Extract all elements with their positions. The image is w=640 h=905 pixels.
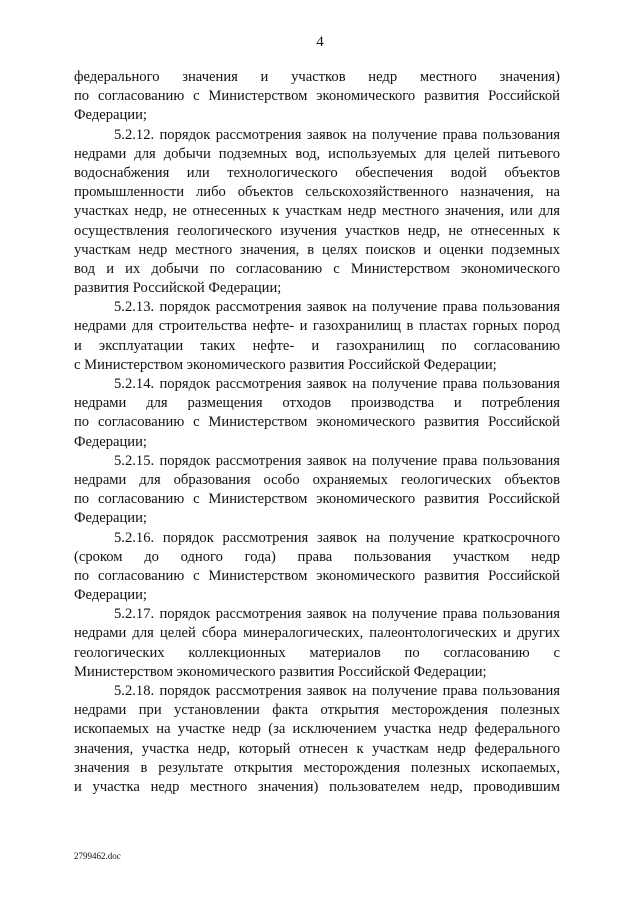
text-line: развития Российской Федерации; [74,280,282,297]
text-line: 5.2.13. порядок рассмотрения заявок на получение права пользования [114,299,560,316]
text-line: с Министерством экономического развития Российской Федерации; [74,356,497,373]
text-line: Федерации; [74,510,147,527]
text-line: недрами для добычи подземных вод, используемых для целей питьевого [74,145,560,162]
text-line: и эксплуатации таких нефте- и газохранилищ по согласованию [74,337,560,354]
text-line: вод и их добычи по согласованию с Министерством экономического [74,260,560,277]
document-footer-filename: 2799462.doc [74,851,121,861]
text-line: по согласованию с Министерством экономического развития Российской [74,88,560,105]
text-line: значения в результате открытия месторождения полезных ископаемых, [74,759,560,776]
text-line: участках недр, не отнесенных к участкам недр местного значения, или для [74,203,560,220]
text-line: недрами при установлении факта открытия месторождения полезных [74,702,560,719]
paragraph [74,298,560,375]
text-line: 5.2.12. порядок рассмотрения заявок на получение права пользования [114,126,560,143]
paragraph [74,126,560,299]
text-line: ископаемых на участке недр (за исключением участка недр федерального [74,721,560,738]
text-line: осуществления геологического изучения участков недр, не отнесенных к [74,222,560,239]
text-line: Федерации; [74,433,147,450]
text-line: геологических коллекционных материалов по согласованию с [74,644,560,661]
text-line: 5.2.16. порядок рассмотрения заявок на получение краткосрочного [114,529,560,546]
text-line: недрами для размещения отходов производства и потребления [74,395,560,412]
paragraph [74,375,560,452]
text-line: 5.2.15. порядок рассмотрения заявок на получение права пользования [114,452,560,469]
paragraph [74,529,560,606]
text-line: по согласованию с Министерством экономического развития Российской [74,414,560,431]
text-line: 5.2.18. порядок рассмотрения заявок на получение права пользования [114,683,560,699]
text-line: недрами для строительства нефте- и газохранилищ в пластах горных пород [74,318,560,335]
paragraph [74,682,560,797]
text-line: федерального значения и участков недр местного значения) [74,69,560,85]
paragraph [74,605,560,682]
text-line: участкам недр местного значения, в целях поисков и оценки подземных [74,241,560,258]
text-line: Федерации; [74,107,147,124]
paragraph [74,68,560,126]
text-line: по согласованию с Министерством экономического развития Российской [74,491,560,508]
text-line: недрами для образования особо охраняемых геологических объектов [74,471,560,488]
text-line: водоснабжения или технологического обеспечения водой объектов [74,164,560,181]
paragraph [74,452,560,529]
text-line: недрами для целей сбора минералогических, палеонтологических и других [74,625,560,642]
text-line: 5.2.14. порядок рассмотрения заявок на получение права пользования [114,376,560,392]
text-line: 5.2.17. порядок рассмотрения заявок на получение права пользования [114,606,560,623]
text-line: и участка недр местного значения) пользователем недр, проводившим [74,778,560,795]
text-line: (сроком до одного года) права пользования участком недр [74,548,560,565]
text-line: Министерством экономического развития Российской Федерации; [74,663,487,680]
page-number: 4 [316,34,324,50]
text-line: значения, участка недр, который отнесен к участкам недр федерального [74,740,560,757]
text-line: по согласованию с Министерством экономического развития Российской [74,567,560,584]
text-line: промышленности либо объектов сельскохозяйственного назначения, на [74,184,560,201]
document-body [74,68,560,797]
text-line: Федерации; [74,587,147,604]
